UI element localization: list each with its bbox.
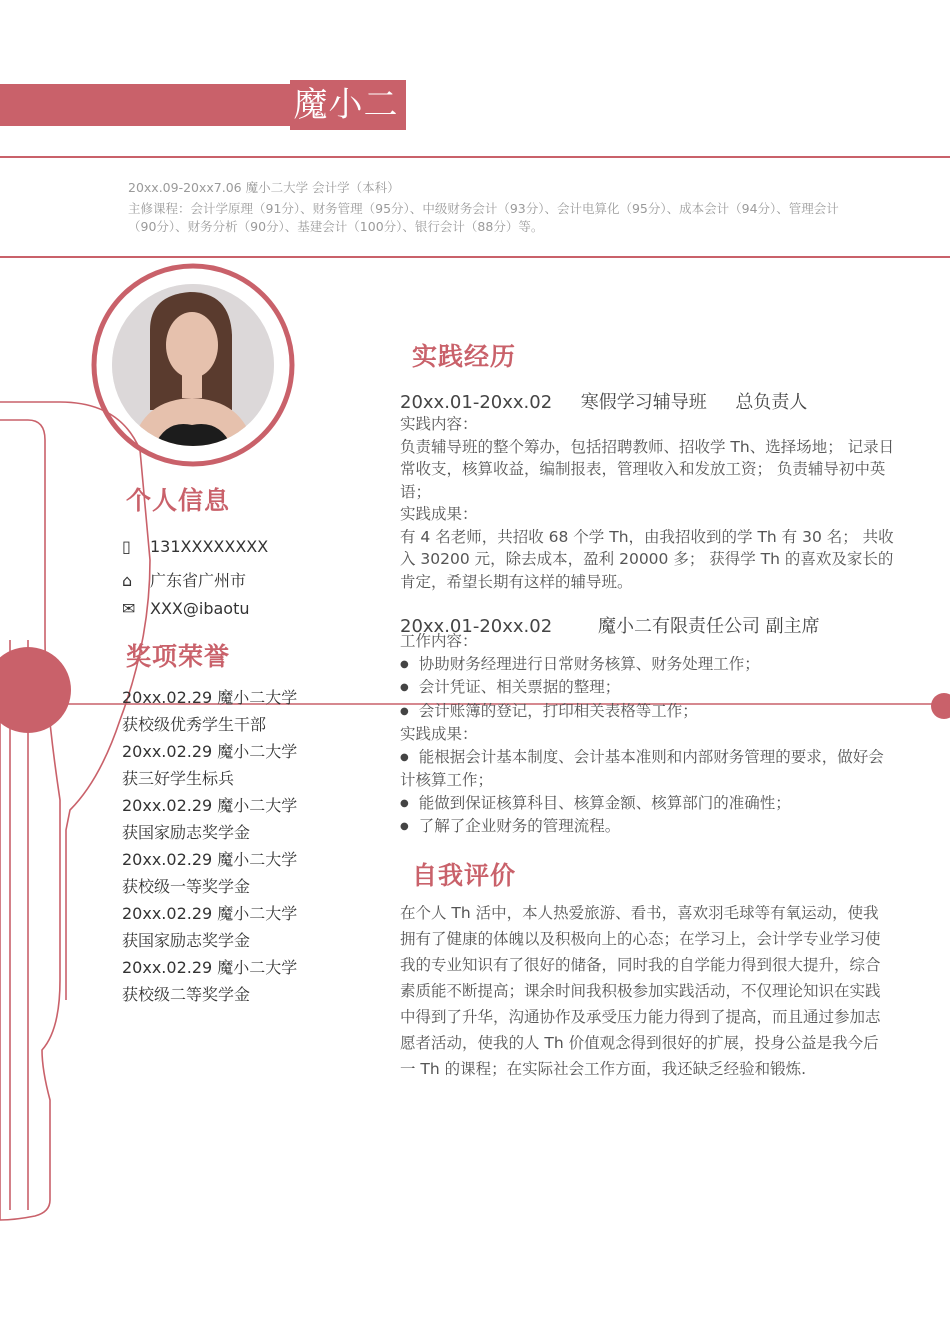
award-date: 20xx.02.29 魔小二大学: [122, 958, 298, 977]
education-courses-cont: （90分）、财务分析（90分）、基建会计（100分）、银行会计（88分）等。: [128, 219, 544, 234]
award-date: 20xx.02.29 魔小二大学: [122, 688, 298, 707]
award-name: 获三好学生标兵: [122, 769, 235, 788]
award-date: 20xx.02.29 魔小二大学: [122, 904, 298, 923]
education-courses: 主修课程：会计学原理（91分）、财务管理（95分）、中级财务会计（93分）、会计电算化（95分）、成本会计（94分）、管理会计: [128, 201, 839, 216]
self-eval-text: 在个人 Th 活中，本人热爱旅游、看书，喜欢羽毛球等有氧运动，使我拥有了健康的体魄以及积极向上的心态；在学习上，会计学专业学习使我的专业知识有了很好的储备，同时我的自学能力得到很大提升，综合素质能不断提高；课余时间我积极参加实践活动，不仅理论知识在实践中得到了升华，沟通协作及承受压力能力得到了提高，而且通过参加志愿者活动，使我的人 Th 价值观念得到很好的扩展，投身公益是我今后一 Th 的课程；在实际社会工作方面，我还缺乏经验和锻炼.: [400, 904, 881, 1078]
job2-bullet: ● 会计凭证、相关票据的整理；: [400, 676, 890, 700]
self-eval-title: 自我评价: [412, 861, 517, 890]
job1-result: 有 4 名老师，共招收 68 个学 Th，由我招收到的学 Th 有 30 名； 共收入 30200 元，除去成本，盈利 20000 多； 获得学 Th 的喜欢及家长的肯定，希望长期有这样的辅导班。: [400, 527, 894, 591]
email-value: XXX@ibaotu: [150, 599, 250, 618]
award-name: 获国家励志奖学金: [122, 931, 251, 950]
divider-mid: [0, 256, 950, 258]
resume-name: 魔小二: [293, 85, 399, 125]
award-date: 20xx.02.29 魔小二大学: [122, 742, 298, 761]
phone-icon: ▯: [122, 537, 131, 556]
job2-heading: 20xx.01-20xx.02 魔小二有限责任公司 副主席: [400, 616, 820, 637]
award-date: 20xx.02.29 魔小二大学: [122, 796, 298, 815]
award-name: 获校级优秀学生干部: [122, 715, 267, 734]
address-row: [122, 568, 246, 591]
job2-bullet: ● 协助财务经理进行日常财务核算、财务处理工作；: [400, 653, 890, 677]
home-icon: ⌂: [122, 571, 133, 590]
award-name: 获国家励志奖学金: [122, 823, 251, 842]
job2-content-label: 工作内容：: [400, 632, 478, 650]
address-value: 广东省广州市: [150, 571, 247, 590]
phone-row: [122, 537, 268, 556]
education-line: 20xx.09-20xx7.06 魔小二大学 会计学（本科）: [128, 180, 400, 195]
job2-result: ● 能根据会计基本制度、会计基本准则和内部财务管理的要求，做好会计核算工作；: [400, 746, 890, 792]
awards-title: 奖项荣誉: [126, 642, 231, 671]
award-name: 获校级一等奖学金: [122, 877, 251, 896]
practice-title: 实践经历: [412, 342, 517, 371]
job1-heading: 20xx.01-20xx.02 寒假学习辅导班 总负责人: [400, 392, 808, 413]
divider-top: [0, 156, 950, 158]
job2-result: ● 能做到保证核算科目、核算金额、核算部门的准确性；: [400, 792, 890, 816]
mail-icon: ✉: [122, 599, 136, 618]
personal-info-title: 个人信息: [126, 486, 231, 515]
job1-body: [400, 413, 900, 593]
job1-content-label: 实践内容：: [400, 415, 478, 433]
award-name: 获校级二等奖学金: [122, 985, 251, 1004]
job2-bullet: ● 会计账簿的登记，打印相关表格等工作；: [400, 700, 890, 724]
phone-value: 131XXXXXXXX: [150, 537, 269, 556]
award-date: 20xx.02.29 魔小二大学: [122, 850, 298, 869]
job1-result-label: 实践成果：: [400, 505, 478, 523]
job2-result-label: 实践成果：: [400, 725, 478, 743]
email-row: [122, 599, 250, 618]
job1-content: 负责辅导班的整个筹办，包括招聘教师、招收学 Th、选择场地； 记录日常收支，核算收益，编制报表，管理收入和发放工资； 负责辅导初中英语；: [400, 437, 895, 501]
job2-result: ● 了解了企业财务的管理流程。: [400, 815, 890, 839]
job2-body: [400, 630, 890, 839]
awards-list: [122, 684, 382, 1008]
